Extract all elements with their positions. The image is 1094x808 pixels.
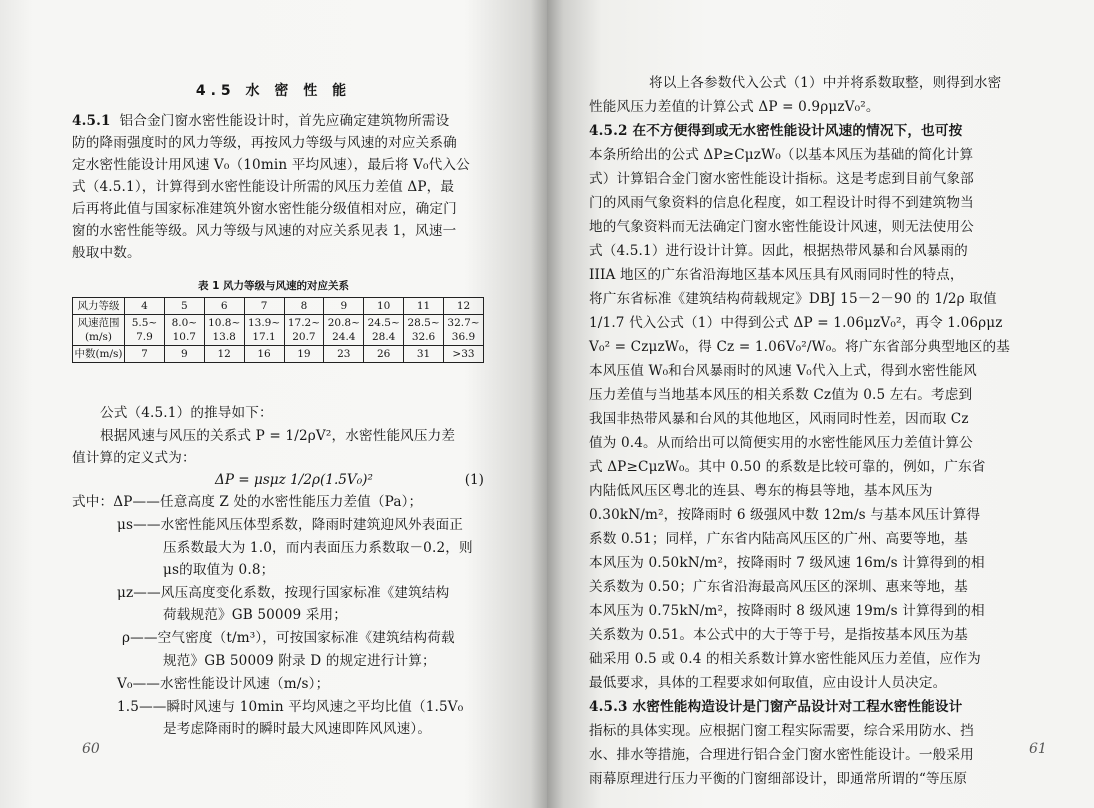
table-cell: 6 [204, 298, 244, 315]
derivation-intro: 公式（4.5.1）的推导如下： [100, 405, 273, 421]
paragraph-line: 式）计算铝合金门窗水密性能设计指标。这是考虑到目前气象部 [589, 171, 974, 187]
paragraph-line: 关系数为 0.51。本公式中的大于等于号，是指按基本风压为基 [589, 627, 968, 643]
paragraph-line: 将广东省标准《建筑结构荷载规定》DBJ 15－2－90 的 1/2ρ 取值 [589, 291, 997, 307]
table-cell: 20.8~ 24.4 [324, 315, 364, 346]
table-cell: 24.5~ 28.4 [364, 315, 404, 346]
wind-grade-table [72, 297, 484, 363]
paragraph-line: 窗的水密性能等级。风力等级与风速的对应关系见表 1，风速一 [72, 223, 457, 239]
paragraph-line: 式 ΔP≥CμzW₀。其中 0.50 的系数是比较可靠的，例如，广东省 [589, 459, 986, 475]
row-header: 风力等级 [73, 298, 125, 315]
table-cell: 5.5~ 7.9 [125, 315, 165, 346]
row-header: 风速范围 (m/s) [73, 315, 125, 346]
paragraph-line: 雨幕原理进行压力平衡的门窗细部设计，即通常所谓的“等压原 [589, 771, 968, 787]
table-cell: 19 [284, 346, 324, 363]
where-line: μs——水密性能风压体型系数，降雨时建筑迎风外表面正 [117, 517, 463, 533]
paragraph-line: 指标的具体实现。应根据门窗工程实际需要，综合采用防水、挡 [589, 723, 974, 739]
paragraph-line: 本风压为 0.75kN/m²，按降雨时 8 级风速 19m/s 计算得到的相 [589, 603, 985, 619]
table-cell: 17.2~ 20.7 [284, 315, 324, 346]
table-cell: 23 [324, 346, 364, 363]
table-row [73, 298, 484, 315]
table-cell: 9 [164, 346, 204, 363]
where-line: 1.5——瞬时风速与 10min 平均风速之平均比值（1.5V₀ [117, 699, 464, 715]
page-number: 60 [82, 741, 100, 757]
definition-line: 根据风速与风压的关系式 P = 1/2ρV²，水密性能风压力差 [100, 428, 456, 444]
paragraph-line: 0.30kN/m²，按降雨时 6 级强风中数 12m/s 与基本风压计算得 [589, 507, 981, 523]
table-cell: 8.0~ 10.7 [164, 315, 204, 346]
paragraph-line: V₀² = CzμzW₀，得 Cz = 1.06V₀²/W₀。将广东省部分典型地区的基 [589, 339, 1010, 355]
table-cell: 9 [324, 298, 364, 315]
paragraph-line: 内陆低风压区粤北的连县、粤东的梅县等地，基本风压为 [589, 483, 933, 499]
where-line: V₀——水密性能设计风速（m/s）； [117, 676, 330, 692]
paragraph-line: 后再将此值与国家标准建筑外窗水密性能分级值相对应，确定门 [72, 201, 457, 217]
table-cell: 31 [404, 346, 444, 363]
table-cell: 13.9~ 17.1 [244, 315, 284, 346]
clause-line: 4.5.2 在不方便得到或无水密性能设计风速的情况下，也可按 [589, 123, 963, 139]
paragraph-line: 础采用 0.5 或 0.4 的相关系数计算水密性能风压力差值，应作为 [589, 651, 981, 667]
where-line: μs的取值为 0.8； [163, 562, 275, 578]
paragraph-line: 水、排水等措施，合理进行铝合金门窗水密性能设计。一般采用 [589, 747, 974, 763]
table-cell: 28.5~ 32.6 [404, 315, 444, 346]
where-line: μz——风压高度变化系数，按现行国家标准《建筑结构 [117, 585, 450, 601]
equation-number: (1) [464, 472, 484, 488]
definition-line: 值计算的定义式为： [72, 450, 196, 466]
table-caption: 表 1 风力等级与风速的对应关系 [197, 280, 350, 292]
table-cell: 12 [444, 298, 484, 315]
where-line: 规范》GB 50009 附录 D 的规定进行计算； [163, 653, 436, 669]
equation: ΔP = μsμz 1/2ρ(1.5V₀)² [215, 472, 373, 488]
where-line: ρ——空气密度（t/m³），可按国家标准《建筑结构荷载 [122, 630, 455, 646]
paragraph-line: 本风压值 W₀和台风暴雨时的风速 V₀代入上式，得到水密性能风 [589, 363, 977, 379]
paragraph-line: 定水密性能设计用风速 V₀（10min 平均风速），最后将 V₀代入公 [72, 157, 470, 173]
table-cell: 8 [284, 298, 324, 315]
where-line: 式中：ΔP——任意高度 Z 处的水密性能压力差值（Pa）； [72, 494, 423, 510]
where-line: 是考虑降雨时的瞬时最大风速即阵风风速）。 [163, 721, 432, 737]
table-row [73, 315, 484, 346]
paragraph-line: 1/1.7 代入公式（1）中得到公式 ΔP = 1.06μzV₀²，再令 1.06ρμz [589, 315, 1003, 331]
paragraph-line: 我国非热带风暴和台风的其他地区，风雨同时性差，因而取 Cz [589, 411, 969, 427]
paragraph-line: 本条所给出的公式 ΔP≥CμzW₀（以基本风压为基础的简化计算 [589, 147, 974, 163]
table-cell: >33 [444, 346, 484, 363]
table-cell: 16 [244, 346, 284, 363]
table-cell: 10.8~ 13.8 [204, 315, 244, 346]
page-number: 61 [1029, 741, 1047, 757]
paragraph-line: 将以上各参数代入公式（1）中并将系数取整，则得到水密 [649, 75, 1002, 91]
table-cell: 12 [204, 346, 244, 363]
table-cell: 26 [364, 346, 404, 363]
paragraph-line: 4.5.1 铝合金门窗水密性能设计时，首先应确定建筑物所需设 [72, 113, 450, 129]
paragraph-line: 式（4.5.1），计算得到水密性能设计所需的风压力差值 ΔP，最 [72, 179, 455, 195]
paragraph-line: 系数 0.51；同样，广东省内陆高风压区的广州、高要等地，基 [589, 531, 968, 547]
paragraph-line: 式（4.5.1）进行设计计算。因此，根据热带风暴和台风暴雨的 [589, 243, 968, 259]
clause-line: 4.5.3 水密性能构造设计是门窗产品设计对工程水密性能设计 [589, 699, 963, 715]
table-cell: 7 [244, 298, 284, 315]
paragraph-line: 般取中数。 [72, 245, 141, 261]
paragraph-line: 最低要求，具体的工程要求如何取值，应由设计人员决定。 [589, 675, 947, 691]
paragraph-line: 性能风压力差值的计算公式 ΔP = 0.9ρμzV₀²。 [589, 99, 880, 115]
table-row [73, 346, 484, 363]
table-cell: 32.7~ 36.9 [444, 315, 484, 346]
section-title: 4.5 水 密 性 能 [195, 83, 352, 99]
table-cell: 5 [164, 298, 204, 315]
paragraph-line: 本风压为 0.50kN/m²，按降雨时 7 级风速 16m/s 计算得到的相 [589, 555, 985, 571]
table-cell: 4 [125, 298, 165, 315]
paragraph-line: 门的风雨气象资料的信息化程度，如工程设计时得不到建筑物当 [589, 195, 974, 211]
paragraph-line: 地的气象资料而无法确定门窗水密性能设计风速，则无法使用公 [589, 219, 974, 235]
row-header: 中数(m/s) [73, 346, 125, 363]
table-cell: 10 [364, 298, 404, 315]
where-line: 压系数最大为 1.0，而内表面压力系数取－0.2，则 [163, 540, 473, 556]
paragraph-line: 关系数为 0.50；广东省沿海最高风压区的深圳、惠来等地，基 [589, 579, 968, 595]
where-line: 荷载规范》GB 50009 采用； [163, 607, 348, 623]
table-cell: 11 [404, 298, 444, 315]
paragraph-line: 压力差值与当地基本风压的相关系数 Cz值为 0.5 左右。考虑到 [589, 387, 973, 403]
right-page [547, 0, 1094, 808]
paragraph-line: IIIA 地区的广东省沿海地区基本风压具有风雨同时性的特点， [589, 267, 964, 283]
table-cell: 7 [125, 346, 165, 363]
clause-number: 4.5.1 [72, 113, 111, 129]
paragraph-line: 值为 0.4。从而给出可以简便实用的水密性能风压力差值计算公 [589, 435, 973, 451]
paragraph-line: 防的降雨强度时的风力等级，再按风力等级与风速的对应关系确 [72, 135, 457, 151]
